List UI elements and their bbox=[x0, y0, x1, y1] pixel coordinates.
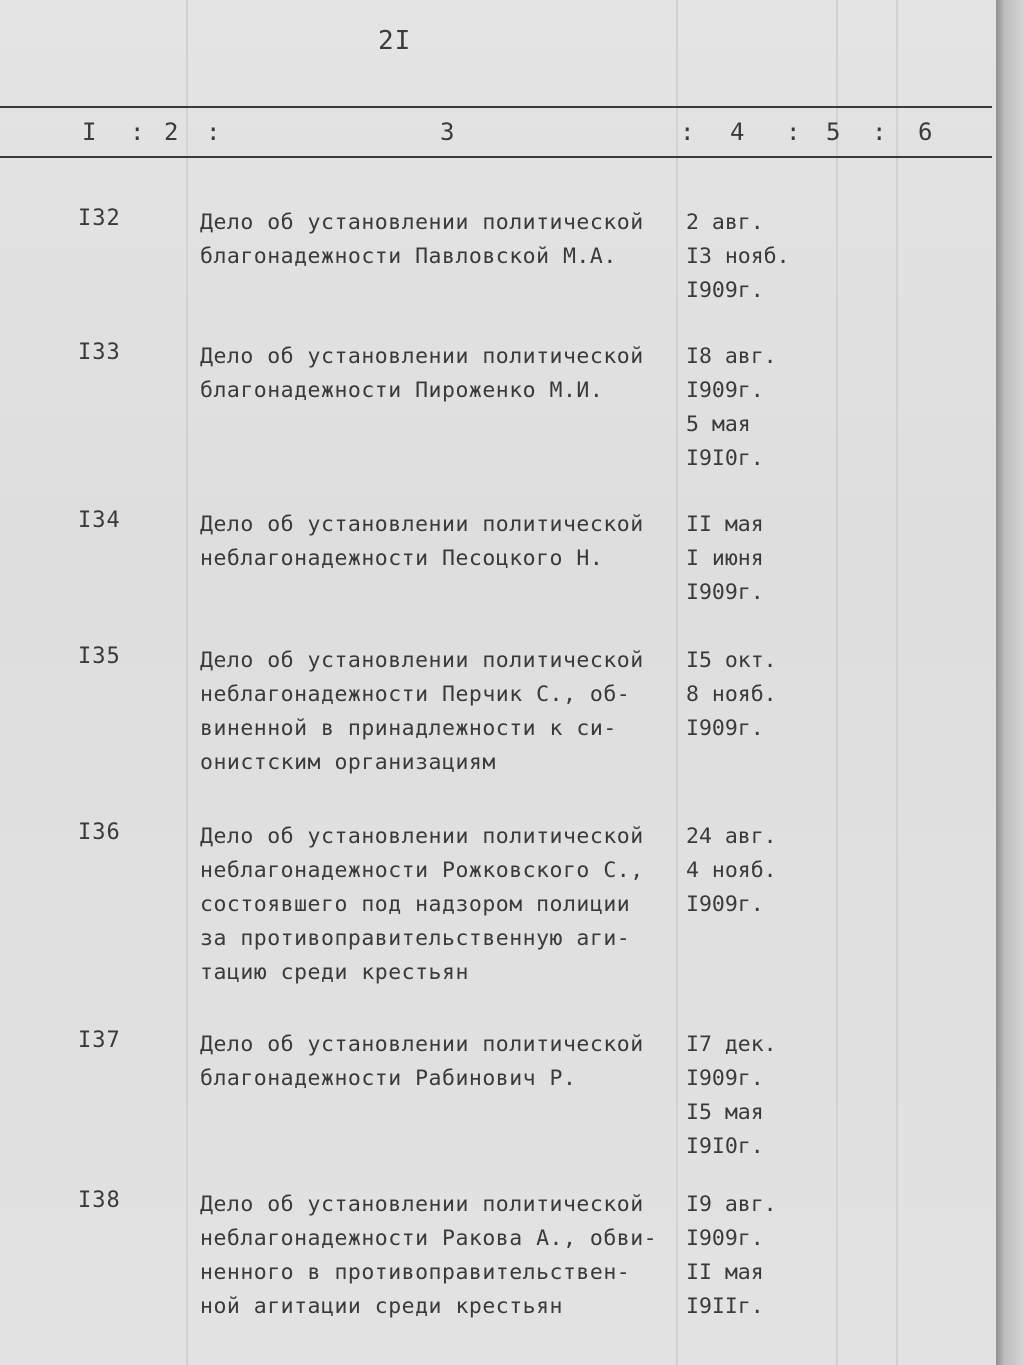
column-number: 6 bbox=[918, 118, 933, 146]
description-line: неблагонадежности Перчик С., об- bbox=[200, 682, 631, 707]
date-line: I909г. bbox=[686, 892, 764, 917]
date-line: I909г. bbox=[686, 278, 764, 303]
record-description bbox=[200, 1028, 670, 1096]
column-separator: : bbox=[680, 118, 695, 146]
date-line: I5 мая bbox=[686, 1100, 764, 1125]
description-line: благонадежности Павловской М.А. bbox=[200, 244, 617, 269]
column-separator: : bbox=[786, 118, 801, 146]
description-line: Дело об установлении политической bbox=[200, 1192, 644, 1217]
date-line: I909г. bbox=[686, 1066, 764, 1091]
record-dates bbox=[686, 508, 826, 610]
column-number-header bbox=[0, 118, 992, 154]
column-rule bbox=[836, 0, 838, 1365]
page-edge bbox=[996, 0, 1024, 1365]
date-line: I9 авг. bbox=[686, 1192, 777, 1217]
record-dates bbox=[686, 1188, 826, 1324]
date-line: I9I0г. bbox=[686, 1134, 764, 1159]
date-line: I8 авг. bbox=[686, 344, 777, 369]
column-number: 4 bbox=[730, 118, 745, 146]
date-line: I5 окт. bbox=[686, 648, 777, 673]
column-separator: : bbox=[206, 118, 221, 146]
record-description bbox=[200, 206, 670, 274]
column-rule bbox=[676, 0, 678, 1365]
description-line: Дело об установлении политической bbox=[200, 344, 644, 369]
date-line: 2 авг. bbox=[686, 210, 764, 235]
record-dates bbox=[686, 206, 826, 308]
description-line: неблагонадежности Ракова А., обви- bbox=[200, 1226, 658, 1251]
date-line: I909г. bbox=[686, 580, 764, 605]
description-line: за противоправительственную аги- bbox=[200, 926, 631, 951]
date-line: I9I0г. bbox=[686, 446, 764, 471]
date-line: I7 дек. bbox=[686, 1032, 777, 1057]
date-line: II мая bbox=[686, 512, 764, 537]
column-separator: : bbox=[872, 118, 887, 146]
date-line: I909г. bbox=[686, 1226, 764, 1251]
record-description bbox=[200, 340, 670, 408]
record-number: I33 bbox=[78, 340, 121, 365]
date-line: 8 нояб. bbox=[686, 682, 777, 707]
date-line: 24 авг. bbox=[686, 824, 777, 849]
description-line: неблагонадежности Песоцкого Н. bbox=[200, 546, 604, 571]
date-line: 5 мая bbox=[686, 412, 751, 437]
description-line: Дело об установлении политической bbox=[200, 512, 644, 537]
column-number: 2 bbox=[164, 118, 179, 146]
column-number: I bbox=[82, 118, 97, 146]
column-number: 3 bbox=[440, 118, 455, 146]
record-number: I34 bbox=[78, 508, 121, 533]
description-line: онистским организациям bbox=[200, 750, 496, 775]
record-number: I38 bbox=[78, 1188, 121, 1213]
description-line: благонадежности Рабинович Р. bbox=[200, 1066, 577, 1091]
record-description bbox=[200, 1188, 670, 1324]
date-line: I909г. bbox=[686, 716, 764, 741]
column-rule bbox=[896, 0, 898, 1365]
description-line: благонадежности Пироженко М.И. bbox=[200, 378, 604, 403]
date-line: I9IIг. bbox=[686, 1294, 764, 1319]
record-number: I36 bbox=[78, 820, 121, 845]
column-rule bbox=[186, 0, 188, 1365]
column-number: 5 bbox=[826, 118, 841, 146]
date-line: I909г. bbox=[686, 378, 764, 403]
header-bottom-rule bbox=[0, 156, 992, 158]
header-top-rule bbox=[0, 106, 992, 108]
record-number: I37 bbox=[78, 1028, 121, 1053]
description-line: виненной в принадлежности к си- bbox=[200, 716, 617, 741]
description-line: Дело об установлении политической bbox=[200, 648, 644, 673]
description-line: тацию среди крестьян bbox=[200, 960, 469, 985]
description-line: Дело об установлении политической bbox=[200, 210, 644, 235]
record-dates bbox=[686, 820, 826, 922]
record-description bbox=[200, 644, 670, 780]
description-line: ной агитации среди крестьян bbox=[200, 1294, 563, 1319]
record-dates bbox=[686, 1028, 826, 1164]
record-dates bbox=[686, 644, 826, 746]
page-number: 2I bbox=[378, 26, 412, 56]
date-line: II мая bbox=[686, 1260, 764, 1285]
column-separator: : bbox=[130, 118, 145, 146]
record-description bbox=[200, 820, 670, 990]
record-number: I32 bbox=[78, 206, 121, 231]
description-line: неблагонадежности Рожковского С., bbox=[200, 858, 644, 883]
description-line: Дело об установлении политической bbox=[200, 824, 644, 849]
record-number: I35 bbox=[78, 644, 121, 669]
description-line: Дело об установлении политической bbox=[200, 1032, 644, 1057]
record-dates bbox=[686, 340, 826, 476]
date-line: I3 нояб. bbox=[686, 244, 790, 269]
description-line: состоявшего под надзором полиции bbox=[200, 892, 631, 917]
date-line: 4 нояб. bbox=[686, 858, 777, 883]
date-line: I июня bbox=[686, 546, 764, 571]
description-line: ненного в противоправительствен- bbox=[200, 1260, 631, 1285]
record-description bbox=[200, 508, 670, 576]
